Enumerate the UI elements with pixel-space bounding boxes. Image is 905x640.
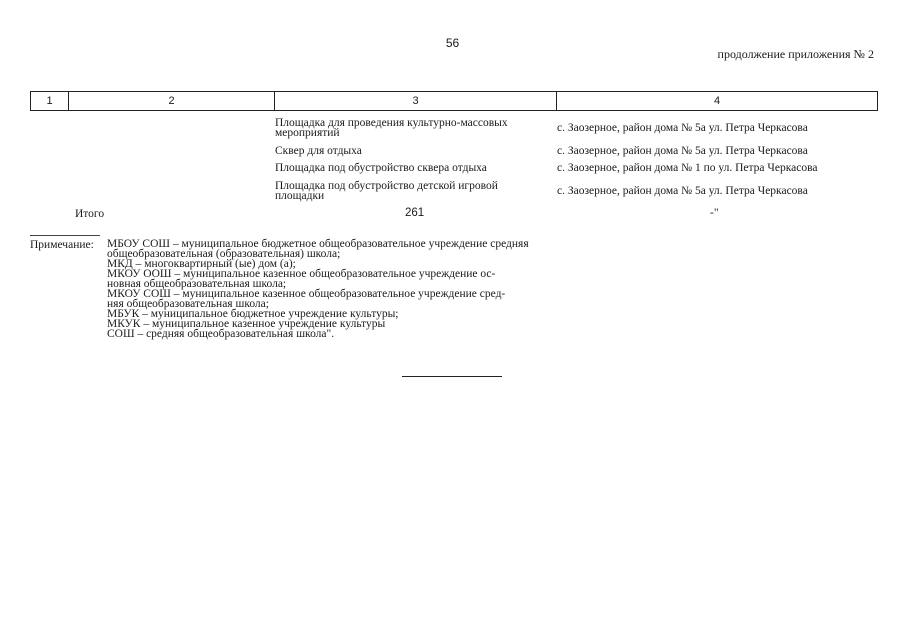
end-divider: [402, 376, 502, 377]
note-line: новная общеобразовательная школа;: [107, 278, 287, 290]
object-name: [275, 118, 508, 138]
continuation-label: продолжение приложения № 2: [717, 47, 874, 61]
object-name: [275, 181, 498, 201]
column-number-2: 2: [69, 92, 275, 111]
note-divider: [30, 235, 100, 236]
object-location: с. Заозерное, район дома № 5а ул. Петра Черкасова: [557, 122, 808, 134]
object-name-line: площадки: [275, 190, 325, 202]
column-number-4: 4: [557, 92, 878, 111]
column-number-1: 1: [31, 92, 69, 111]
note-line: МКД – многоквартирный (ые) дом (а);: [107, 258, 296, 270]
note-line: няя общеобразовательная школа;: [107, 298, 269, 310]
object-location: с. Заозерное, район дома № 5а ул. Петра Черкасова: [557, 145, 808, 157]
note-line: МКОУ СОШ – муниципальное казенное общеобразовательное учреждение сред-: [107, 288, 506, 300]
object-name-line: Площадка для проведения культурно-массовых: [275, 117, 508, 129]
note-line: МКУК – муниципальное казенное учреждение культуры: [107, 318, 386, 330]
object-location: с. Заозерное, район дома № 5а ул. Петра Черкасова: [557, 185, 808, 197]
note-label: Примечание:: [30, 239, 94, 251]
total-value: 261: [405, 207, 425, 219]
note-line: МБОУ СОШ – муниципальное бюджетное общеобразовательное учреждение средняя: [107, 238, 529, 250]
total-label: Итого: [75, 208, 105, 220]
object-location: с. Заозерное, район дома № 1 по ул. Петра Черкасова: [557, 162, 818, 174]
object-name-line: Площадка под обустройство детской игровой: [275, 180, 498, 192]
object-name-line: мероприятий: [275, 127, 340, 139]
note-line: МКОУ ООШ – муниципальное казенное общеобразовательное учреждение ос-: [107, 268, 496, 280]
object-name: [275, 146, 362, 156]
note-line: МБУК – муниципальное бюджетное учреждение культуры;: [107, 308, 399, 320]
object-name-line: Сквер для отдыха: [275, 145, 362, 157]
object-name: [275, 163, 487, 173]
column-number-header: [30, 91, 878, 111]
column-number-3: 3: [275, 92, 557, 111]
page-number: 56: [445, 36, 460, 50]
note-line: общеобразовательная (образовательная) школа;: [107, 248, 341, 260]
note-line: СОШ – средняя общеобразовательная школа".: [107, 328, 335, 340]
note-body: [107, 239, 537, 339]
total-col4-mark: -": [710, 207, 719, 219]
object-name-line: Площадка под обустройство сквера отдыха: [275, 162, 487, 174]
